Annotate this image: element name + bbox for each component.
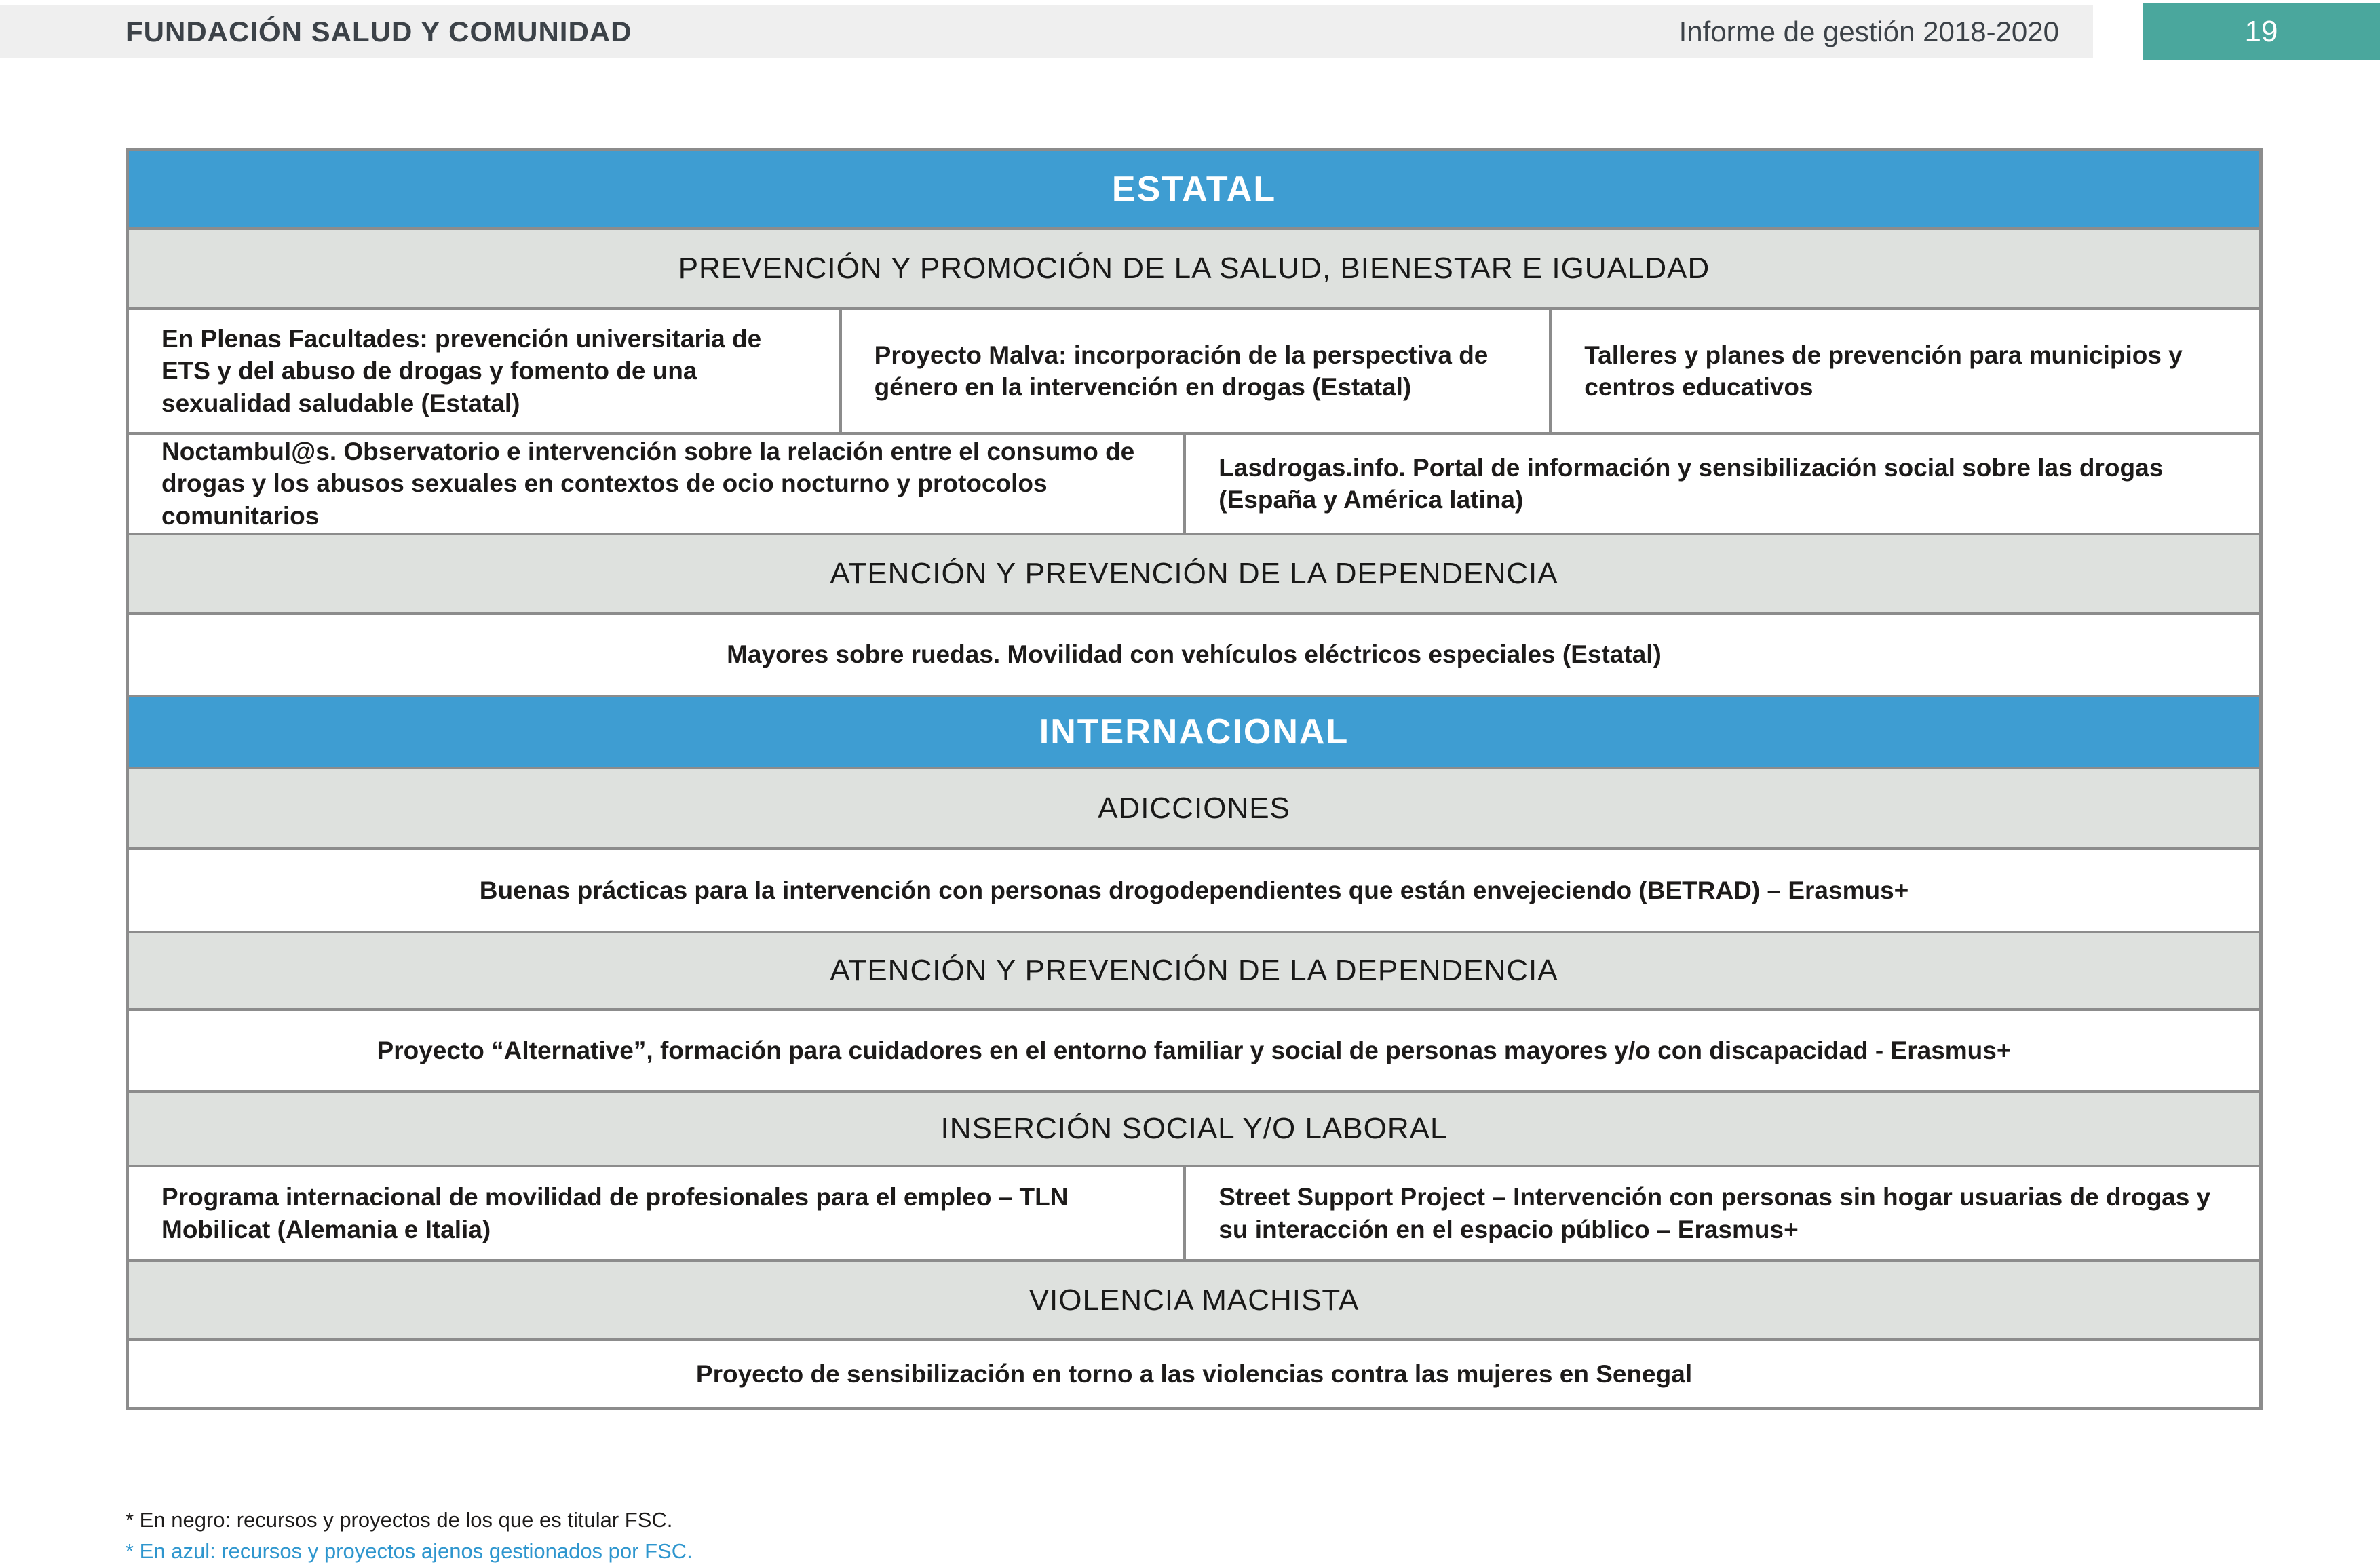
projects-table [126,148,2263,1410]
band-title: ESTATAL [1111,170,1277,209]
band-title: INTERNACIONAL [1039,712,1349,752]
band-row-estatal [129,151,2259,227]
project-cell: Street Support Project – Intervención con personas sin hogar usuarias de drogas y su interacción en el espacio público – Erasmus+ [1183,1167,2259,1259]
project-row [129,612,2259,695]
page-number: 19 [2244,15,2278,48]
section-row-atencion-dependencia-2 [129,931,2259,1008]
footnotes [126,1505,693,1567]
project-row [129,1008,2259,1090]
footnote-blue: * En azul: recursos y proyectos ajenos gestionados por FSC. [126,1539,693,1563]
project-cell: Talleres y planes de prevención para municipios y centros educativos [1549,310,2259,432]
report-title: Informe de gestión 2018-2020 [1678,16,2059,47]
section-row-insercion [129,1090,2259,1165]
section-row-violencia-machista [129,1259,2259,1338]
section-title: INSERCIÓN SOCIAL Y/O LABORAL [940,1112,1448,1145]
project-cell: En Plenas Facultades: prevención universitaria de ETS y del abuso de drogas y fomento de una sexualidad saludable (Estatal) [161,324,762,417]
section-row-prevencion-salud [129,227,2259,307]
project-cell: Mayores sobre ruedas. Movilidad con vehículos eléctricos especiales (Estatal) [727,640,1662,668]
section-title: PREVENCIÓN Y PROMOCIÓN DE LA SALUD, BIENESTAR E IGUALDAD [678,252,1710,285]
section-row-adicciones [129,767,2259,847]
project-cell: Programa internacional de movilidad de profesionales para el empleo – TLN Mobilicat (Alemania e Italia) [161,1183,1069,1243]
section-title: ATENCIÓN Y PREVENCIÓN DE LA DEPENDENCIA [830,954,1558,987]
project-cell: Proyecto “Alternative”, formación para cuidadores en el entorno familiar y social de personas mayores y/o con discapacidad - Erasmus+ [377,1036,2012,1064]
section-title: ADICCIONES [1098,791,1290,825]
project-cell: Noctambul@s. Observatorio e intervención sobre la relación entre el consumo de drogas y los abusos sexuales en contextos de ocio nocturno y protocolos comunitarios [161,437,1135,530]
project-cell: Lasdrogas.info. Portal de información y sensibilización social sobre las drogas (España y América latina) [1183,435,2259,533]
project-row [129,847,2259,931]
project-row [129,432,2259,533]
project-cell: Buenas prácticas para la intervención con personas drogodependientes que están envejeciendo (BETRAD) – Erasmus+ [479,876,1909,904]
project-row [129,1338,2259,1407]
project-row [129,1165,2259,1259]
section-title: VIOLENCIA MACHISTA [1029,1283,1360,1317]
section-title: ATENCIÓN Y PREVENCIÓN DE LA DEPENDENCIA [830,556,1558,590]
page-number-badge [2143,3,2380,60]
project-cell: Proyecto de sensibilización en torno a las violencias contra las mujeres en Senegal [695,1359,1693,1388]
project-row [129,307,2259,432]
organization-name: FUNDACIÓN SALUD Y COMUNIDAD [126,16,632,47]
band-row-internacional [129,695,2259,767]
project-cell: Proyecto Malva: incorporación de la perspectiva de género en la intervención en drogas (Estatal) [839,310,1550,432]
page-header-strip [0,5,2093,58]
section-row-atencion-dependencia [129,533,2259,612]
footnote-black: * En negro: recursos y proyectos de los que es titular FSC. [126,1508,673,1532]
